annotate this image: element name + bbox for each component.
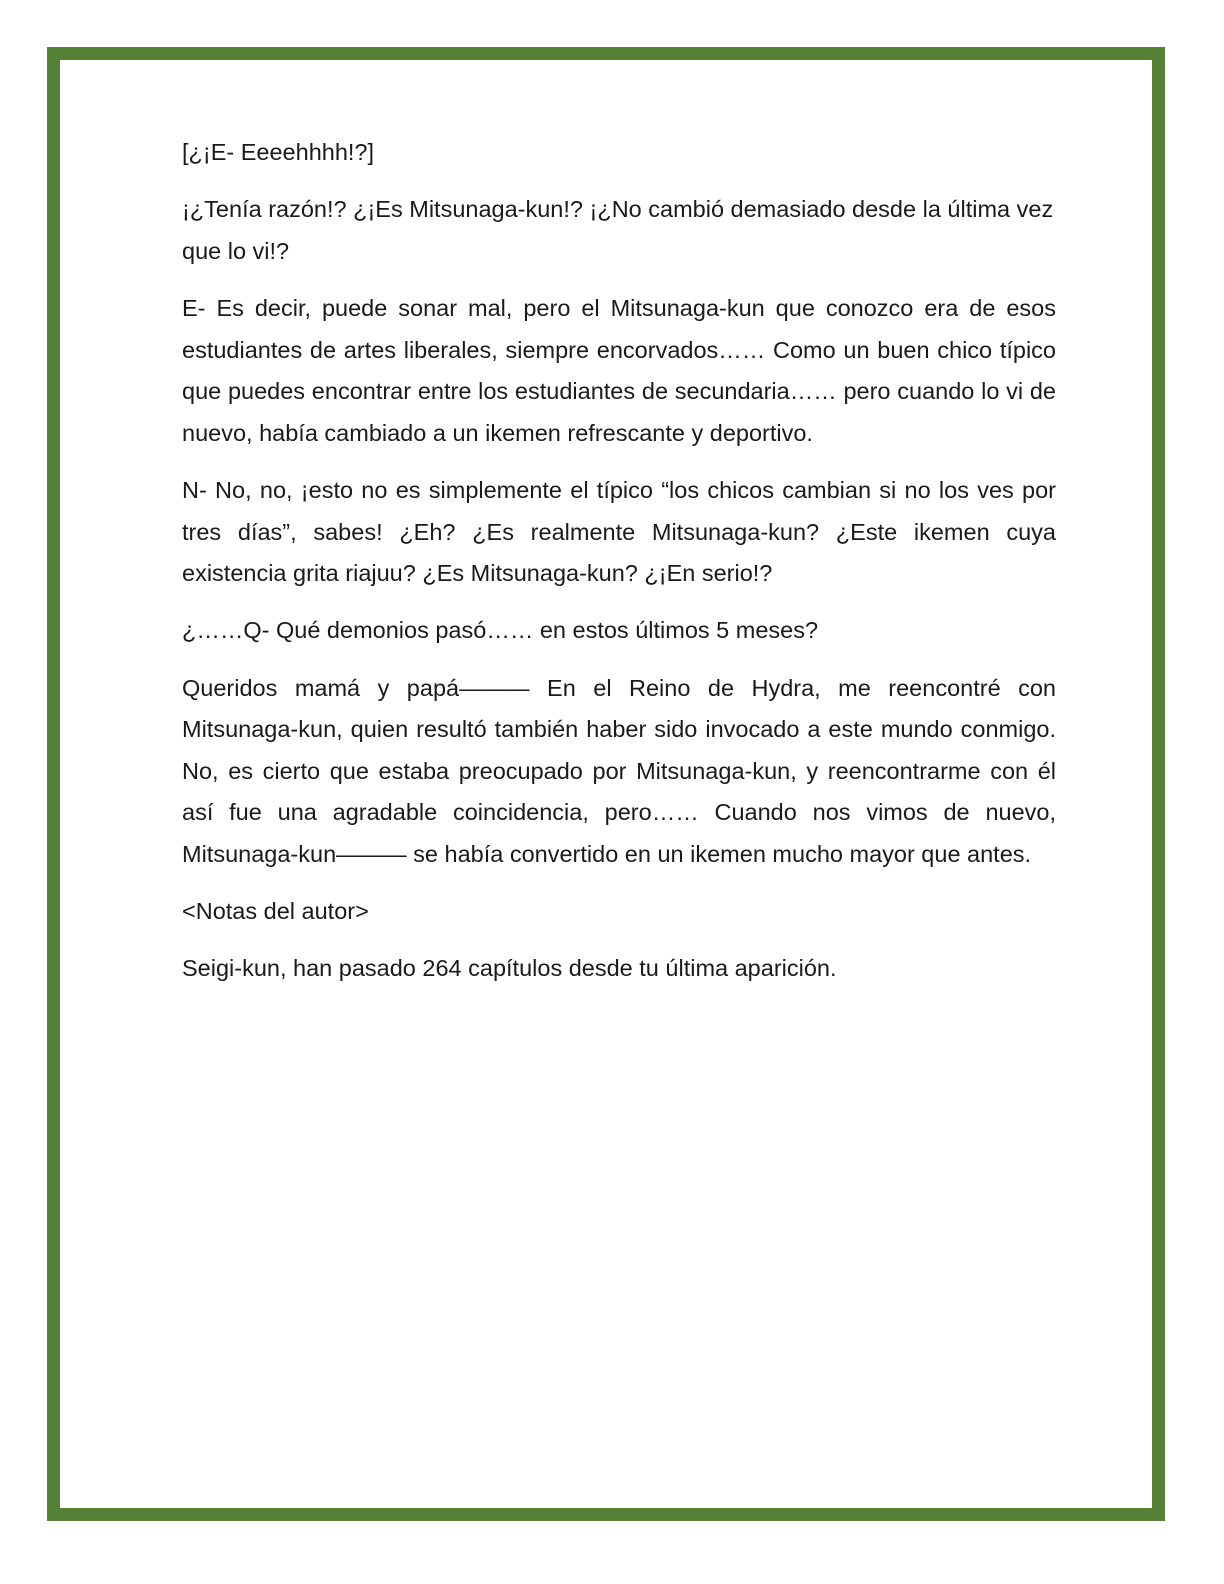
paragraph-letter: Queridos mamá y papá——— En el Reino de Hydra, me reencontré con Mitsunaga-kun, quien resultó también haber sido invocado a este mundo conmigo. No, es cierto que estaba preocupado por Mitsunaga-kun, y reencontrarme con él así fue una agradable coincidencia, pero…… Cuando nos vimos de nuevo, Mitsunaga-kun——— se había convertido en un ikemen mucho mayor que antes. xyxy=(182,674,1056,867)
author-notes-heading: <Notas del autor> xyxy=(182,898,369,925)
author-notes-text: Seigi-kun, han pasado 264 capítulos desde tu última aparición. xyxy=(182,955,837,982)
paragraph-question: ¿……Q- Qué demonios pasó…… en estos últimos 5 meses? xyxy=(182,617,819,644)
paragraph-disbelief: N- No, no, ¡esto no es simplemente el típico “los chicos cambian si no los ves por tres días”, sabes! ¿Eh? ¿Es realmente Mitsunaga-kun? ¿Este ikemen cuya existencia grita riajuu? ¿Es Mitsunaga-kun? ¿¡En serio!? xyxy=(182,476,1056,587)
paragraph-description: E- Es decir, puede sonar mal, pero el Mitsunaga-kun que conozco era de esos estudiantes de artes liberales, siempre encorvados…… Como un buen chico típico que puedes encontrar entre los estudiantes de secundaria…… pero cuando lo vi de nuevo, había cambiado a un ikemen refrescante y deportivo. xyxy=(182,294,1056,446)
document-body xyxy=(182,132,1056,1005)
paragraph-surprise: ¡¿Tenía razón!? ¿¡Es Mitsunaga-kun!? ¡¿No cambió demasiado desde la última vez que lo vi!? xyxy=(182,196,1054,264)
paragraph-exclamation: [¿¡E- Eeeehhhh!?] xyxy=(182,139,375,165)
page-border-frame xyxy=(47,47,1165,1521)
